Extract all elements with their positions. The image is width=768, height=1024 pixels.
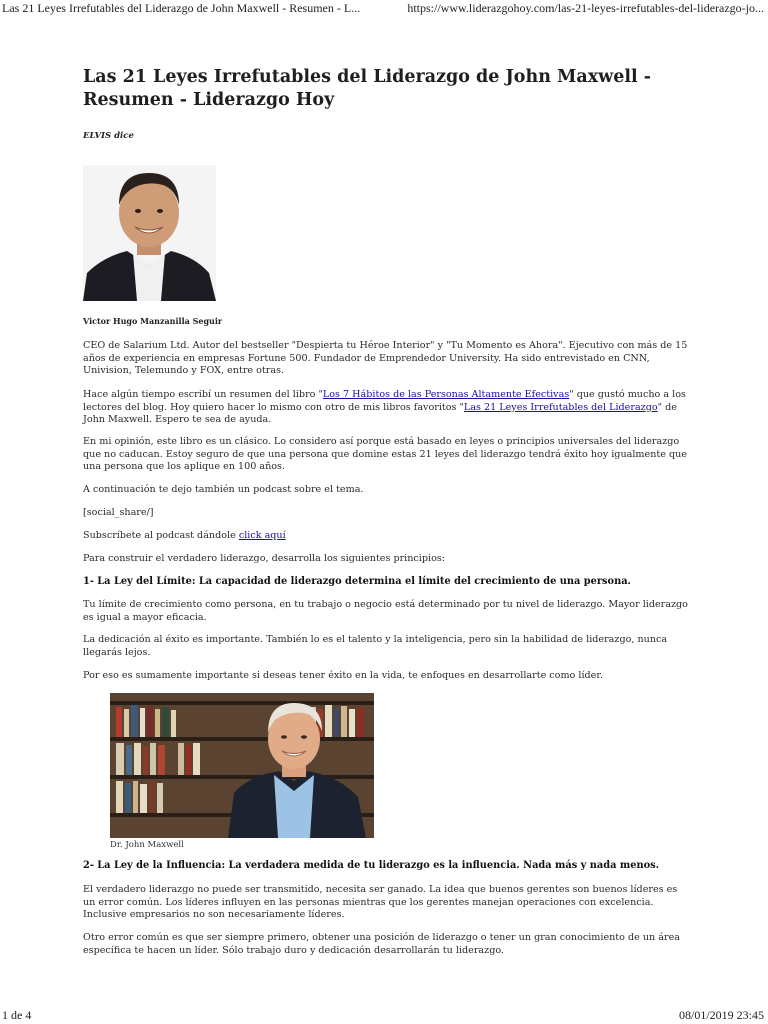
opinion-paragraph	[83, 436, 688, 474]
byline: ELVIS dice	[83, 131, 134, 141]
intro-paragraph	[83, 389, 688, 427]
podcast-intro-text: A continuación te dejo también un podcast sobre el tema.	[83, 484, 364, 495]
principles-intro-text: Para construir el verdadero liderazgo, desarrolla los siguientes principios:	[83, 553, 446, 564]
subscribe-paragraph	[83, 530, 688, 543]
law2-text-1: El verdadero liderazgo no puede ser transmitido, necesita ser ganado. La idea que buenos gerentes son buenos líderes es un error común. Los líderes influyen en las personas mientras que los gerentes manejan operaciones con excelencia. Inclusive empresarios no son necesariamente líderes.	[83, 884, 678, 921]
law2-paragraph-2	[83, 932, 688, 957]
podcast-intro-paragraph	[83, 484, 688, 497]
link-7-habitos[interactable]: Los 7 Hábitos de las Personas Altamente Efectivas	[322, 389, 570, 400]
print-url: https://www.liderazgohoy.com/las-21-leyes-irrefutables-del-liderazgo-jo...	[407, 1, 764, 15]
author-photo	[83, 165, 216, 301]
subscribe-link[interactable]: click aquí	[238, 530, 286, 541]
bio-text: CEO de Salarium Ltd. Autor del bestseller "Despierta tu Héroe Interior" y "Tu Momento es Ahora". Ejecutivo con más de 15 años de experiencia en empresas Fortune 500. Fundador de Emprendedor University. Ha sido entrevistado en CNN, Univision, Telemundo y FOX, entre otras.	[83, 340, 688, 377]
law1-text-3: Por eso es sumamente importante si deseas tener éxito en la vida, te enfoques en desarrollarte como líder.	[83, 670, 603, 681]
maxwell-portrait-image	[110, 693, 374, 838]
law1-heading: 1- La Ley del Límite: La capacidad de liderazgo determina el límite del crecimiento de una persona.	[83, 576, 631, 587]
print-timestamp: 08/01/2019 23:45	[678, 1008, 764, 1022]
page-number: 1 de 4	[2, 1008, 32, 1022]
print-header	[0, 0, 768, 18]
intro-text	[83, 389, 688, 427]
article-title: Las 21 Leyes Irrefutables del Liderazgo de John Maxwell - Resumen - Liderazgo Hoy	[83, 67, 651, 110]
principles-intro-paragraph	[83, 553, 688, 566]
social-share-paragraph	[83, 507, 688, 520]
author-bio	[83, 340, 688, 378]
print-footer	[0, 1008, 768, 1024]
law1-paragraph-3	[83, 670, 688, 683]
law2-text-2: Otro error común es que ser siempre primero, obtener una posición de liderazgo o tener un gran conocimiento de un área específica te hacen un líder. Sólo trabajo duro y dedicación desarrollarán tu liderazgo.	[83, 932, 680, 956]
law1-text-2: La dedicación al éxito es importante. También lo es el talento y la inteligencia, pero sin la habilidad de liderazgo, nunca llegarás lejos.	[83, 634, 668, 658]
intro-text-2: " que gustó mucho a los lectores del blog. Hoy quiero hacer lo mismo con otro de mis libros favoritos "	[83, 389, 686, 413]
link-21-leyes[interactable]: Las 21 Leyes Irrefutables del Liderazgo	[463, 401, 658, 413]
intro-text-1: Hace algún tiempo escribí un resumen del libro "	[83, 389, 323, 400]
subscribe-text-label: Subscríbete al podcast dándole	[83, 530, 239, 541]
opinion-text: En mi opinión, este libro es un clásico. Lo considero así porque está basado en leyes o principios universales del liderazgo que no caducan. Estoy seguro de que una persona que domine estas 21 leyes del liderazgo tendrá éxito hoy igualmente que una persona que los aplique en 100 años.	[83, 436, 687, 473]
print-page-title: Las 21 Leyes Irrefutables del Liderazgo de John Maxwell - Resumen - L...	[2, 1, 361, 15]
maxwell-photo	[110, 693, 374, 838]
law2-heading: 2- La Ley de la Influencia: La verdadera medida de tu liderazgo es la influencia. Nada más y nada menos.	[83, 860, 660, 871]
author-name[interactable]: Victor Hugo Manzanilla Seguir	[83, 316, 223, 326]
photo-caption: Dr. John Maxwell	[110, 840, 184, 850]
law2-paragraph-1	[83, 884, 688, 922]
social-share-text: [social_share/]	[83, 507, 154, 518]
law1-paragraph-1	[83, 599, 688, 624]
subscribe-text	[83, 530, 688, 543]
author-portrait-image	[83, 165, 216, 301]
intro-text-3: " de John Maxwell. Espero te sea de ayuda.	[83, 401, 677, 426]
law1-paragraph-2	[83, 634, 688, 659]
law1-text-1: Tu límite de crecimiento como persona, en tu trabajo o negocio está determinado por tu nivel de liderazgo. Mayor liderazgo es igual a mayor eficacia.	[83, 599, 688, 623]
